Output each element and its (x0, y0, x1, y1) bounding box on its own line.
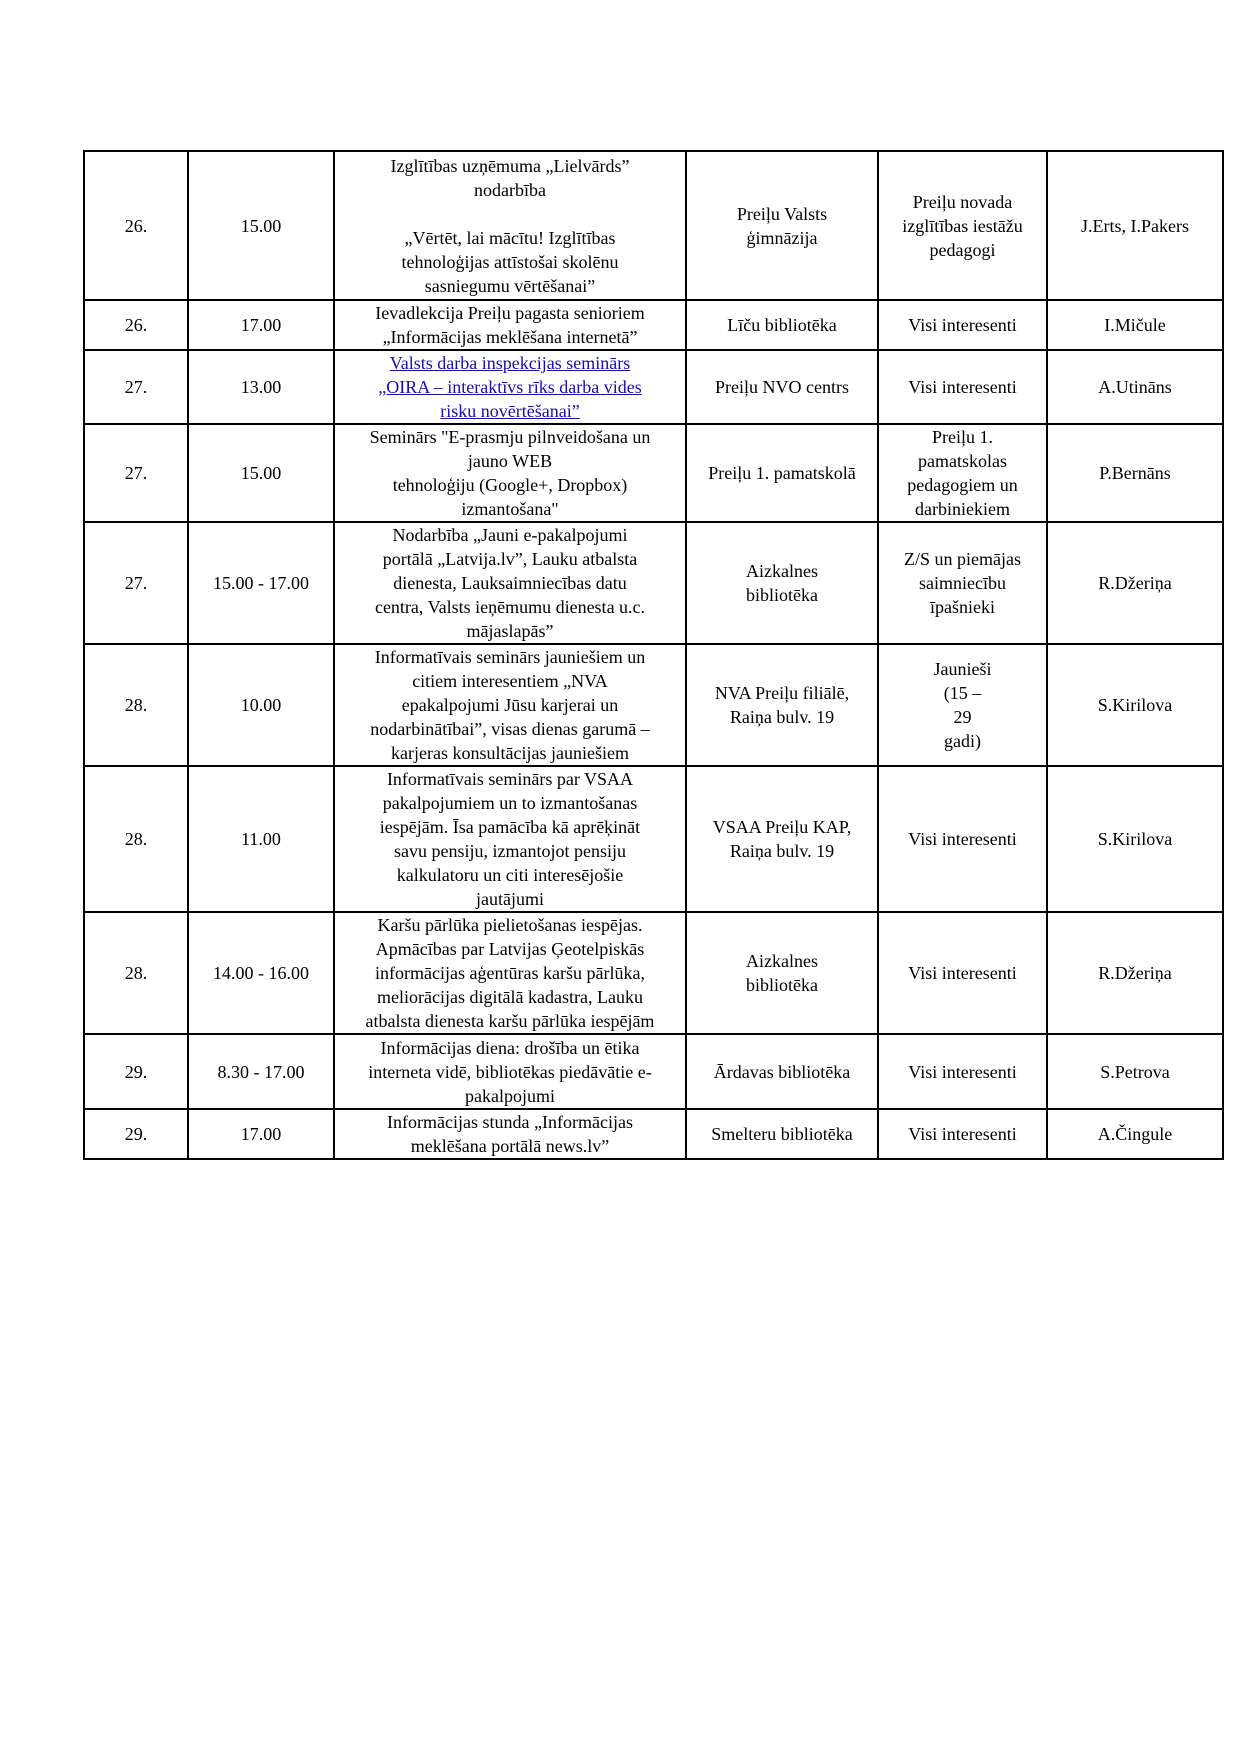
table-row (84, 350, 1223, 424)
place-line: VSAA Preiļu KAP, (712, 817, 852, 837)
seminar-link[interactable]: risku novērtēšanai” (440, 401, 580, 421)
cell-event (334, 522, 686, 644)
audience-line: darbiniekiem (915, 499, 1010, 519)
cell-place (686, 300, 878, 350)
cell-time: 15.00 - 17.00 (188, 522, 334, 644)
event-line: Ievadlekcija Preiļu pagasta senioriem (375, 303, 645, 323)
audience-line: pedagogi (929, 239, 996, 260)
cell-contact: S.Kirilova (1047, 644, 1223, 766)
cell-day: 26. (84, 300, 188, 350)
event-line: pakalpojumiem un to izmantošanas (382, 793, 638, 813)
event-gap (339, 202, 681, 226)
table-row (84, 766, 1223, 912)
audience-line: pamatskolas (918, 451, 1007, 471)
cell-event (334, 424, 686, 522)
cell-day: 29. (84, 1034, 188, 1109)
cell-event (334, 766, 686, 912)
cell-contact: A.Čingule (1047, 1109, 1223, 1159)
cell-event (334, 912, 686, 1034)
events-table (83, 150, 1224, 1160)
event-line: informācijas aģentūras karšu pārlūka, (375, 963, 645, 983)
cell-day: 27. (84, 424, 188, 522)
cell-place (686, 644, 878, 766)
event-line: „Informācijas meklēšana internetā” (382, 327, 638, 347)
cell-place (686, 912, 878, 1034)
table-row (84, 912, 1223, 1034)
cell-place (686, 1034, 878, 1109)
event-line: pakalpojumi (465, 1085, 555, 1106)
audience-line: Jaunieši (933, 659, 992, 679)
event-line: iespējām. Īsa pamācība kā aprēķināt (379, 817, 641, 837)
cell-time: 17.00 (188, 300, 334, 350)
cell-place (686, 766, 878, 912)
cell-event (334, 644, 686, 766)
cell-place (686, 424, 878, 522)
place-line: Aizkalnes (746, 951, 818, 971)
event-line: „Vērtēt, lai mācītu! Izglītības (404, 227, 616, 248)
cell-event (334, 1109, 686, 1159)
cell-day: 27. (84, 522, 188, 644)
cell-contact: R.Džeriņa (1047, 912, 1223, 1034)
place-line: Ārdavas bibliotēka (713, 1061, 851, 1082)
table-row (84, 1109, 1223, 1159)
table-row (84, 522, 1223, 644)
cell-audience (878, 300, 1047, 350)
cell-contact: S.Petrova (1047, 1034, 1223, 1109)
event-line: portālā „Latvija.lv”, Lauku atbalsta (382, 549, 638, 569)
table-row (84, 1034, 1223, 1109)
cell-day: 26. (84, 151, 188, 300)
cell-audience (878, 424, 1047, 522)
cell-audience (878, 1034, 1047, 1109)
event-line: jauno WEB (467, 451, 553, 471)
place-line: Preiļu NVO centrs (715, 377, 849, 397)
event-line: mājaslapās” (466, 621, 554, 641)
cell-place (686, 151, 878, 300)
event-line: Seminārs "E-prasmju pilnveidošana un (369, 427, 651, 447)
seminar-link[interactable]: „OIRA – interaktīvs rīks darba vides (378, 377, 642, 397)
audience-line: pedagogiem un (907, 475, 1018, 495)
event-line: Nodarbība „Jauni e-pakalpojumi (392, 525, 628, 545)
cell-audience (878, 350, 1047, 424)
place-line: Smelteru bibliotēka (711, 1124, 853, 1144)
event-line: Informatīvais seminārs par VSAA (386, 769, 634, 789)
event-line: epakalpojumi Jūsu karjerai un (401, 695, 619, 715)
event-line: meliorācijas digitālā kadastra, Lauku (377, 987, 643, 1007)
place-line: ģimnāzija (746, 227, 818, 248)
cell-audience (878, 151, 1047, 300)
table-row (84, 300, 1223, 350)
audience-line: Preiļu 1. (932, 427, 993, 447)
event-line: Informatīvais seminārs jauniešiem un (374, 647, 646, 667)
event-line: nodarbība (474, 179, 546, 200)
event-line: tehnoloģijas attīstošai skolēnu (401, 251, 619, 272)
event-line: izmantošana" (461, 499, 559, 519)
place-line: Līču bibliotēka (727, 315, 837, 335)
event-line: sasniegumu vērtēšanai” (424, 275, 596, 296)
event-line: interneta vidē, bibliotēkas piedāvātie e- (368, 1061, 652, 1082)
cell-time: 15.00 (188, 424, 334, 522)
audience-line: Visi interesenti (908, 829, 1017, 849)
cell-day: 28. (84, 644, 188, 766)
cell-time: 10.00 (188, 644, 334, 766)
event-line: centra, Valsts ieņēmumu dienesta u.c. (374, 597, 646, 617)
event-line: Karšu pārlūka pielietošanas iespējas. (377, 915, 643, 935)
cell-place (686, 522, 878, 644)
event-line: jautājumi (476, 889, 544, 909)
audience-line: īpašnieki (930, 597, 995, 617)
audience-line: izglītības iestāžu (902, 215, 1023, 236)
cell-time: 17.00 (188, 1109, 334, 1159)
cell-time: 14.00 - 16.00 (188, 912, 334, 1034)
cell-audience (878, 1109, 1047, 1159)
cell-contact: A.Utināns (1047, 350, 1223, 424)
cell-contact: R.Džeriņa (1047, 522, 1223, 644)
audience-line: Visi interesenti (908, 963, 1017, 983)
cell-time: 8.30 - 17.00 (188, 1034, 334, 1109)
cell-day: 27. (84, 350, 188, 424)
audience-line: Z/S un piemājas (904, 549, 1021, 569)
place-line: bibliotēka (746, 975, 818, 995)
cell-time: 15.00 (188, 151, 334, 300)
audience-line: gadi) (944, 731, 981, 751)
place-line: Raiņa bulv. 19 (729, 841, 835, 861)
audience-line: (15 – (943, 683, 982, 703)
cell-contact: I.Mičule (1047, 300, 1223, 350)
table-row (84, 644, 1223, 766)
place-line: Aizkalnes (746, 561, 818, 581)
place-line: Preiļu Valsts (736, 203, 828, 224)
event-line: Apmācības par Latvijas Ģeotelpiskās (375, 939, 645, 959)
audience-line: Visi interesenti (908, 377, 1017, 397)
event-line: Informācijas stunda „Informācijas (387, 1112, 633, 1132)
place-line: Raiņa bulv. 19 (729, 707, 835, 727)
event-line: dienesta, Lauksaimniecības datu (393, 573, 627, 593)
cell-contact: J.Erts, I.Pakers (1047, 151, 1223, 300)
cell-event[interactable] (334, 350, 686, 424)
event-line: meklēšana portālā news.lv” (410, 1136, 610, 1156)
cell-event (334, 151, 686, 300)
cell-place (686, 1109, 878, 1159)
audience-line: Visi interesenti (908, 315, 1017, 335)
place-line: Preiļu 1. pamatskolā (708, 463, 856, 483)
cell-contact: S.Kirilova (1047, 766, 1223, 912)
cell-contact: P.Bernāns (1047, 424, 1223, 522)
event-line: kalkulatoru un citi interesējošie (396, 865, 624, 885)
cell-time: 11.00 (188, 766, 334, 912)
event-line: citiem interesentiem „NVA (412, 671, 608, 691)
cell-place (686, 350, 878, 424)
audience-line: 29 (953, 707, 972, 727)
event-line: Informācijas diena: drošība un ētika (380, 1037, 640, 1058)
event-line: tehnoloģiju (Google+, Dropbox) (392, 475, 628, 495)
place-line: bibliotēka (746, 585, 818, 605)
table-row (84, 424, 1223, 522)
cell-audience (878, 912, 1047, 1034)
cell-audience (878, 766, 1047, 912)
cell-audience (878, 522, 1047, 644)
audience-line: Preiļu novada (912, 191, 1013, 212)
event-line: nodarbinātībai”, visas dienas garumā – (370, 719, 650, 739)
cell-event (334, 300, 686, 350)
event-line: savu pensiju, izmantojot pensiju (394, 841, 626, 861)
event-line: Izglītības uzņēmuma „Lielvārds” (390, 155, 630, 176)
seminar-link[interactable]: Valsts darba inspekcijas seminārs (389, 353, 631, 373)
audience-line: saimniecību (919, 573, 1006, 593)
cell-event (334, 1034, 686, 1109)
place-line: NVA Preiļu filiālē, (714, 683, 850, 703)
event-line: atbalsta dienesta karšu pārlūka iespējām (365, 1011, 655, 1031)
cell-day: 28. (84, 766, 188, 912)
cell-time: 13.00 (188, 350, 334, 424)
table-row (84, 151, 1223, 300)
audience-line: Visi interesenti (908, 1061, 1017, 1082)
cell-day: 29. (84, 1109, 188, 1159)
event-line: karjeras konsultācijas jauniešiem (391, 743, 629, 763)
audience-line: Visi interesenti (908, 1124, 1017, 1144)
cell-audience (878, 644, 1047, 766)
cell-day: 28. (84, 912, 188, 1034)
